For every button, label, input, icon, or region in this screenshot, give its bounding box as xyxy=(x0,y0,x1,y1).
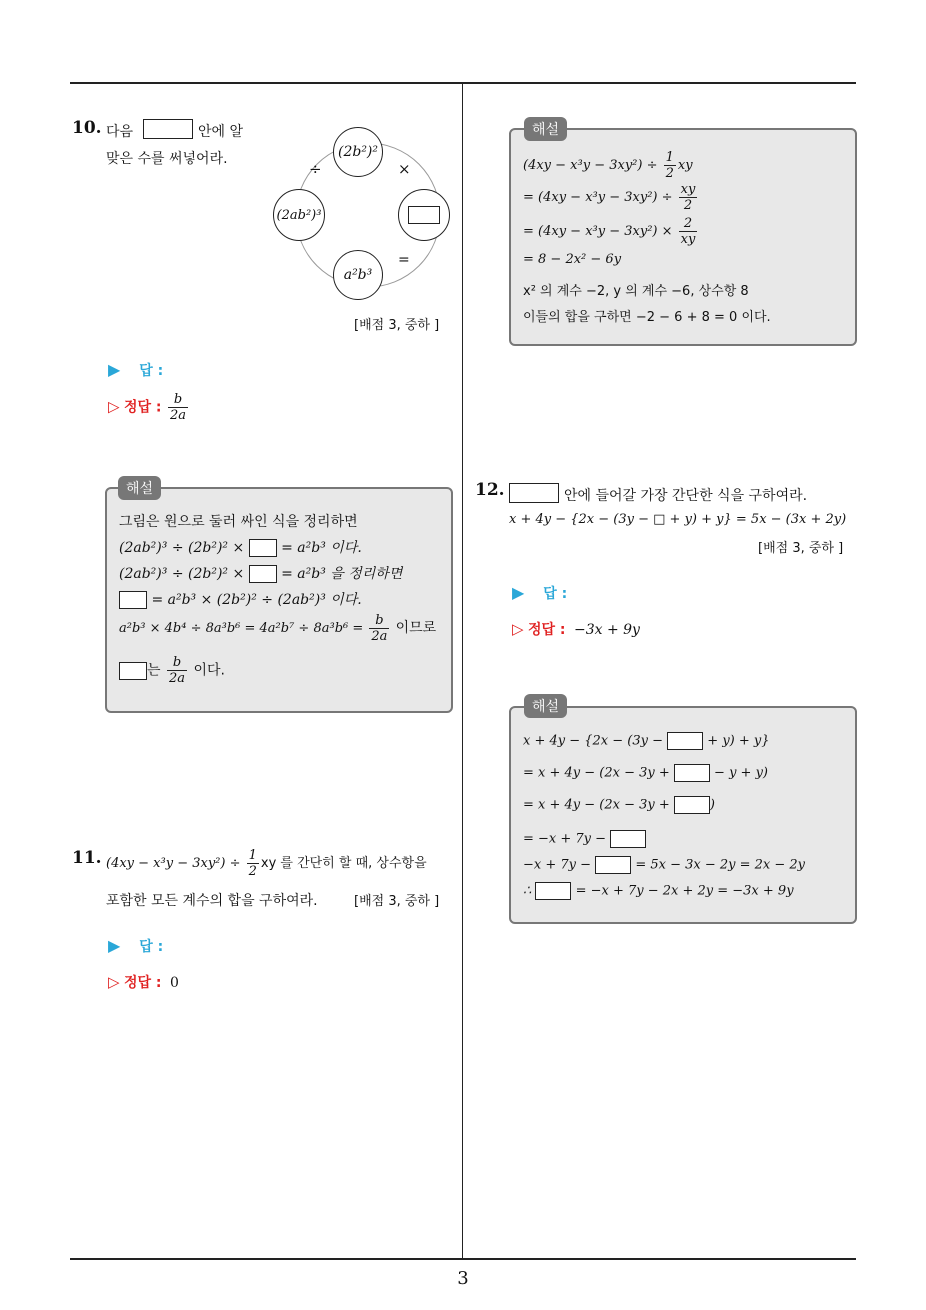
circle-top: (2b²)² xyxy=(333,127,383,177)
blank-box xyxy=(119,591,147,609)
numerator: 1 xyxy=(248,848,257,863)
answer-row xyxy=(108,936,163,956)
answer-label: 답 : xyxy=(139,939,164,955)
play-icon: ▶ xyxy=(512,583,525,602)
expr: (2ab²)³ ÷ (2b²)² × xyxy=(119,566,245,582)
question-text: 다음 xyxy=(106,124,134,140)
expr: ∴ xyxy=(523,883,532,899)
blank-box xyxy=(674,796,710,814)
expr: xy 를 간단히 할 때, 상수항을 xyxy=(260,856,427,871)
denominator: 2 xyxy=(665,166,674,181)
expr: = 5x − 3x − 2y = 2x − 2y xyxy=(635,857,806,873)
divide-operator: ÷ xyxy=(309,160,322,178)
solution-line xyxy=(119,537,362,557)
correct-answer-row xyxy=(512,619,640,639)
solution-line xyxy=(523,216,699,247)
denominator: 2a xyxy=(169,408,187,423)
correct-answer-row xyxy=(108,972,179,992)
numerator: b xyxy=(168,392,188,408)
answer-label: 답 : xyxy=(543,586,568,602)
solution-tag: 해설 xyxy=(524,117,567,141)
expr: (4xy − x³y − 3xy²) ÷ xyxy=(106,856,241,871)
fraction xyxy=(247,848,259,879)
correct-answer-row xyxy=(108,392,190,423)
denominator: 2a xyxy=(371,629,388,644)
blank-box xyxy=(535,882,571,900)
solution-line xyxy=(119,563,402,583)
play-icon: ▶ xyxy=(108,936,121,955)
answer-row xyxy=(108,360,163,380)
expr: = a²b³ 을 정리하면 xyxy=(281,566,403,582)
fraction xyxy=(679,182,698,213)
numerator: 2 xyxy=(679,216,698,232)
solution-box-10 xyxy=(105,487,453,713)
blank-box xyxy=(249,539,277,557)
blank-box xyxy=(143,119,193,139)
score-meta: [배점 3, 중하 ] xyxy=(354,318,440,333)
fraction xyxy=(664,150,676,181)
question-number: 11. xyxy=(72,848,102,868)
expr: = a²b³ 이다. xyxy=(281,540,362,556)
blank-box xyxy=(119,662,147,680)
expr: = −x + 7y − 2x + 2y = −3x + 9y xyxy=(575,883,794,899)
correct-label: 정답 : xyxy=(124,399,162,416)
equals-operator: = xyxy=(398,252,410,268)
blank-box xyxy=(408,206,440,224)
question-text: 안에 들어갈 가장 간단한 식을 구하여라. xyxy=(564,488,808,504)
circle-right xyxy=(398,189,450,241)
question-text: 포함한 모든 계수의 합을 구하여라. xyxy=(106,893,318,909)
expr: (2ab²)³ ÷ (2b²)² × xyxy=(119,540,245,556)
expr: − y + y) xyxy=(714,765,768,781)
numerator: 1 xyxy=(665,150,674,165)
score-meta: [배점 3, 중하 ] xyxy=(758,541,844,556)
solution-line: = 8 − 2x² − 6y xyxy=(523,252,622,267)
expr: 는 xyxy=(147,662,161,679)
expr: a²b³ × 4b⁴ ÷ 8a³b⁶ = 4a²b⁷ ÷ 8a³b⁶ = xyxy=(119,621,364,636)
solution-line: x² 의 계수 −2, y 의 계수 −6, 상수항 8 xyxy=(523,284,749,299)
blank-box xyxy=(610,830,646,848)
triangle-outline-icon: ▷ xyxy=(108,973,120,991)
numerator: xy xyxy=(680,182,696,197)
blank-box xyxy=(595,856,631,874)
expr: 이다. xyxy=(193,662,225,679)
correct-fraction xyxy=(168,392,188,423)
multiply-operator: × xyxy=(398,160,411,178)
solution-box-11 xyxy=(509,128,857,346)
column-divider xyxy=(462,82,463,1258)
expr: −x + 7y − xyxy=(523,857,592,873)
solution-line xyxy=(523,856,805,874)
correct-label: 정답 : xyxy=(124,975,162,991)
correct-value: −3x + 9y xyxy=(573,622,640,638)
play-icon: ▶ xyxy=(108,360,121,379)
expr: = (4xy − x³y − 3xy²) × xyxy=(523,224,673,239)
solution-line: 그림은 원으로 둘러 싸인 식을 정리하면 xyxy=(119,514,358,530)
expr: = a²b³ × (2b²)² ÷ (2ab²)³ 이다. xyxy=(151,592,362,608)
numerator: b xyxy=(167,655,187,671)
top-rule xyxy=(70,82,856,84)
expr: ) xyxy=(709,797,715,813)
solution-line xyxy=(119,613,436,644)
expr: x + 4y − {2x − (3y − xyxy=(523,733,664,749)
bottom-rule xyxy=(70,1258,856,1260)
circle-bottom: a²b³ xyxy=(333,250,383,300)
denominator: 2 xyxy=(683,198,693,213)
solution-line xyxy=(523,764,768,782)
blank-box xyxy=(249,565,277,583)
expr: + y) + y} xyxy=(707,733,770,749)
correct-label: 정답 : xyxy=(528,622,566,638)
denominator: xy xyxy=(680,232,696,247)
expr: 이므로 xyxy=(395,620,437,636)
answer-label: 답 : xyxy=(139,363,164,379)
solution-box-12 xyxy=(509,706,857,924)
blank-box xyxy=(667,732,703,750)
solution-line xyxy=(119,589,362,609)
numerator: b xyxy=(369,613,389,629)
solution-line: 이들의 합을 구하면 −2 − 6 + 8 = 0 이다. xyxy=(523,310,771,325)
question-number: 10. xyxy=(72,118,102,138)
circle-left: (2ab²)³ xyxy=(273,189,325,241)
question-text xyxy=(106,848,427,879)
page-number: 3 xyxy=(457,1268,469,1289)
solution-line xyxy=(523,732,770,750)
fraction xyxy=(679,216,698,247)
expr: xy xyxy=(677,158,693,173)
expr: = x + 4y − (2x − 3y + xyxy=(523,797,670,813)
triangle-outline-icon: ▷ xyxy=(108,397,120,416)
blank-box xyxy=(674,764,710,782)
expr: = (4xy − x³y − 3xy²) ÷ xyxy=(523,190,673,205)
solution-tag: 해설 xyxy=(118,476,161,500)
question-number: 12. xyxy=(475,480,505,500)
denominator: 2 xyxy=(248,864,257,879)
denominator: 2a xyxy=(168,671,186,686)
question-text: 안에 알 xyxy=(198,124,244,140)
expr: = x + 4y − (2x − 3y + xyxy=(523,765,670,781)
solution-line xyxy=(523,150,693,181)
score-meta: [배점 3, 중하 ] xyxy=(354,894,440,909)
solution-line xyxy=(523,796,715,814)
blank-box xyxy=(509,483,559,503)
correct-value: 0 xyxy=(169,975,179,991)
solution-line xyxy=(523,182,699,213)
answer-row xyxy=(512,583,567,603)
question-expression: x + 4y − {2x − (3y − □ + y) + y} = 5x − (3x + 2y) xyxy=(509,512,847,527)
fraction xyxy=(167,655,187,686)
solution-tag: 해설 xyxy=(524,694,567,718)
question-text: 맞은 수를 써넣어라. xyxy=(106,151,228,167)
triangle-outline-icon: ▷ xyxy=(512,620,524,638)
solution-line xyxy=(119,655,225,686)
expr: (4xy − x³y − 3xy²) ÷ xyxy=(523,158,658,173)
expr: = −x + 7y − xyxy=(523,831,607,847)
fraction xyxy=(369,613,389,644)
solution-line xyxy=(523,830,646,848)
solution-line xyxy=(523,882,794,900)
